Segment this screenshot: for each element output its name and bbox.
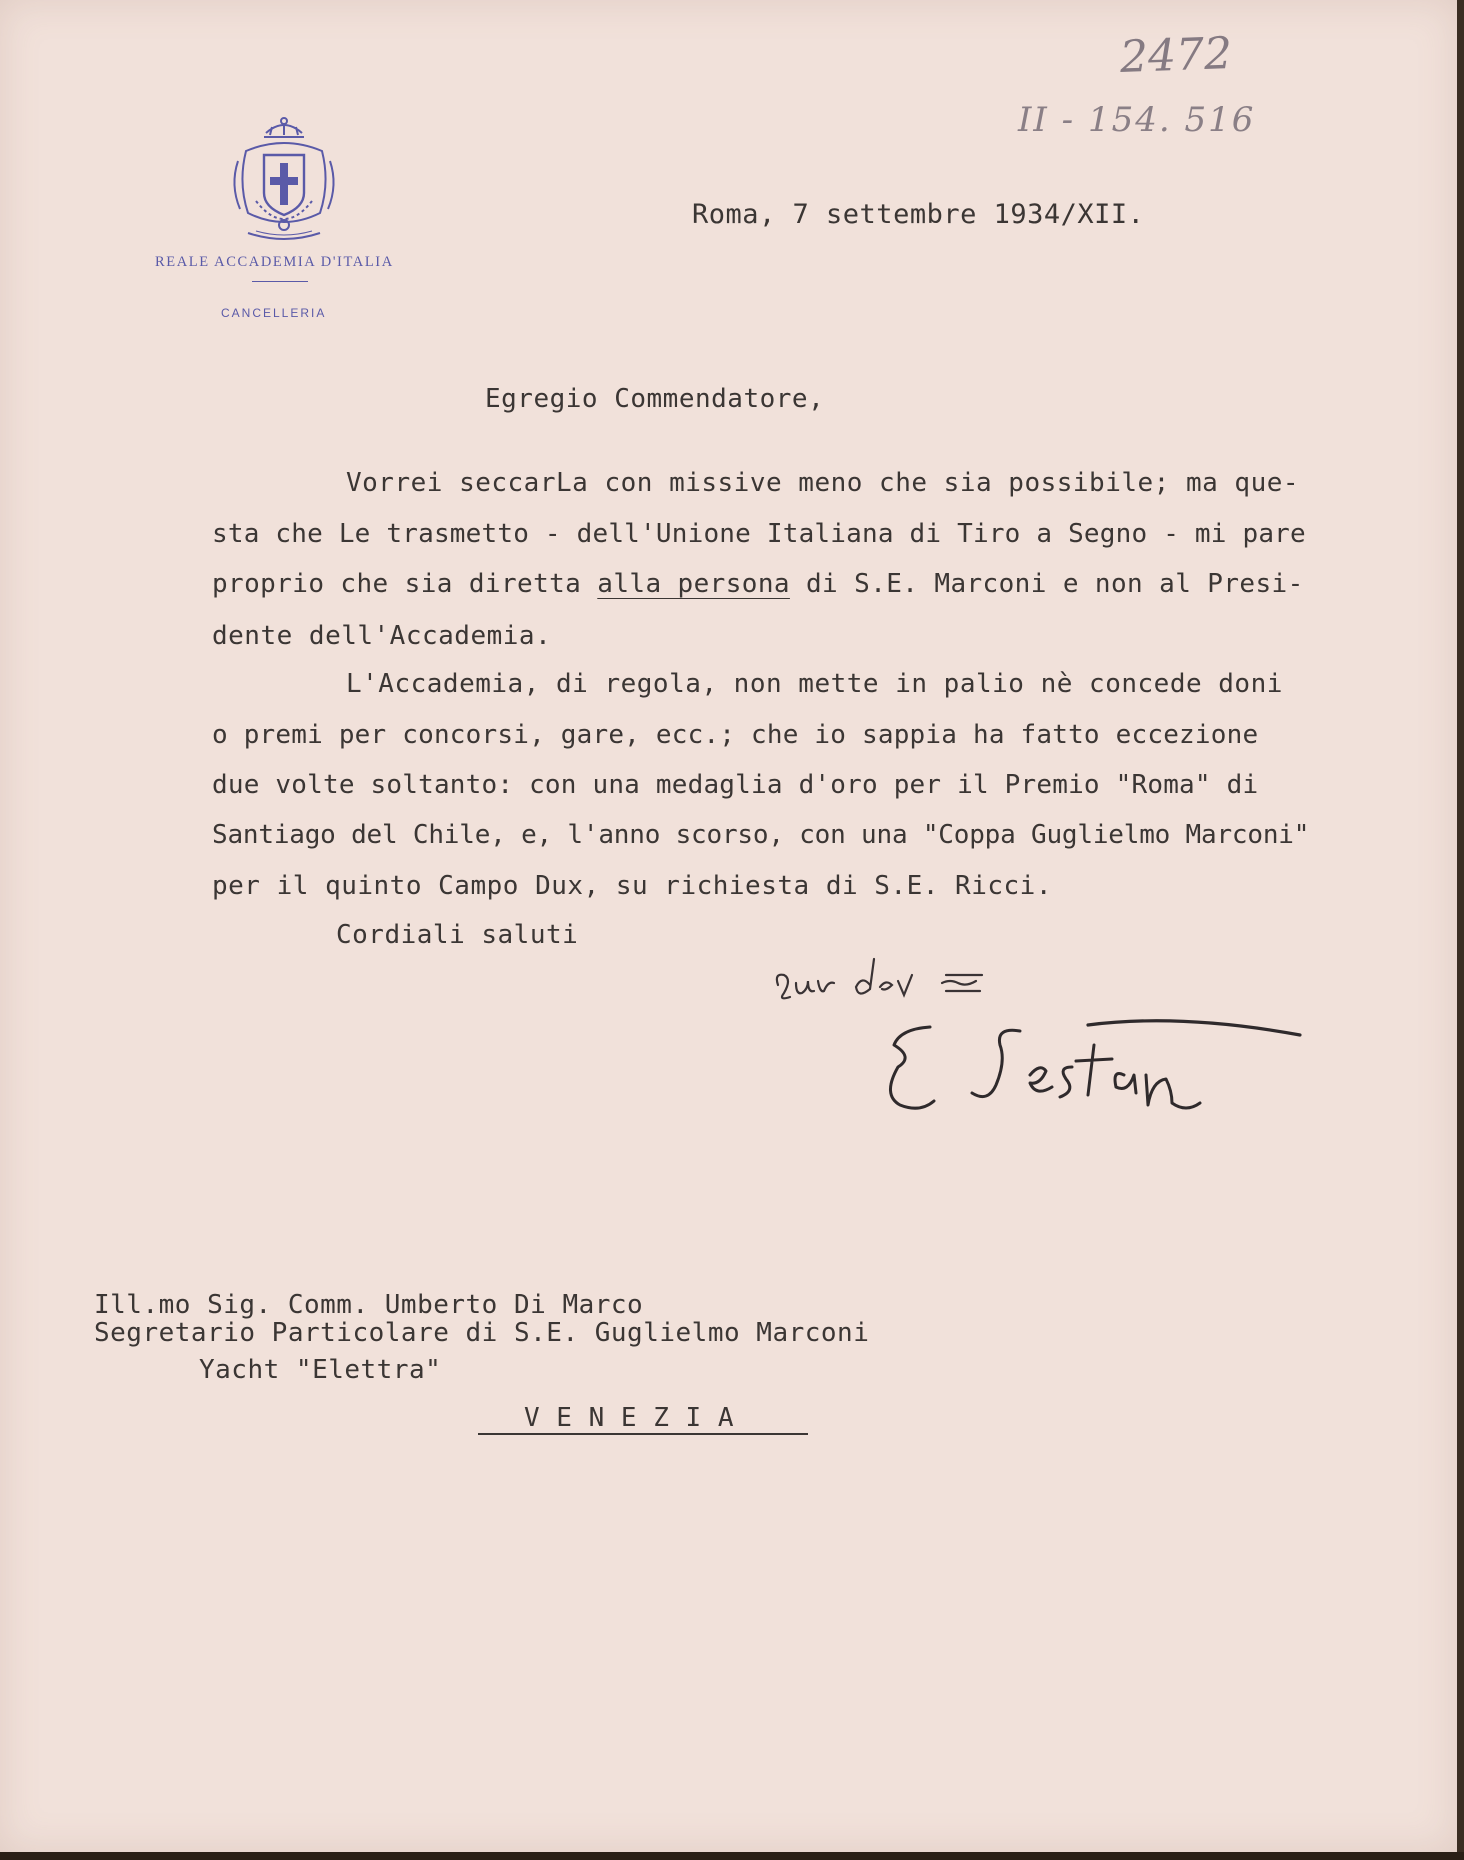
recipient-line2: Segretario Particolare di S.E. Guglielmo Marconi (94, 1318, 870, 1348)
paragraph1-line3-before: proprio che sia diretta (212, 569, 598, 599)
paragraph1-line2: sta che Le trasmetto - dell'Unione Italiana di Tiro a Segno - mi pare (212, 519, 1306, 549)
paragraph1-line1: Vorrei seccarLa con missive meno che sia possibile; ma que- (346, 468, 1300, 498)
paragraph2-line5: per il quinto Campo Dux, su richiesta di S.E. Ricci. (212, 871, 1052, 901)
paragraph2-line1: L'Accademia, di regola, non mette in palio nè concede doni (346, 669, 1283, 699)
city-underline (478, 1433, 808, 1435)
paragraph1-line4: dente dell'Accademia. (212, 621, 552, 651)
date-line: Roma, 7 settembre 1934/XII. (692, 199, 1145, 230)
paragraph1-line3-after: di S.E. Marconi e non al Presi- (789, 569, 1304, 599)
archive-reference: II - 154. 516 (1018, 100, 1256, 140)
recipient-line1: Ill.mo Sig. Comm. Umberto Di Marco (94, 1290, 644, 1320)
paragraph2-line4: Santiago del Chile, e, l'anno scorso, con una "Coppa Guglielmo Marconi" (212, 820, 1310, 850)
signature (880, 1005, 1310, 1135)
salutation: Egregio Commendatore, (485, 384, 825, 414)
recipient-city: V E N E Z I A (524, 1403, 734, 1433)
closing: Cordiali saluti (336, 920, 579, 950)
department-name: CANCELLERIA (221, 306, 327, 320)
recipient-line3: Yacht "Elettra" (199, 1355, 442, 1385)
paragraph1-line3 (212, 571, 1304, 597)
coat-of-arms-icon (226, 113, 342, 243)
paragraph2-line2: o premi per concorsi, gare, ecc.; che io sappia ha fatto eccezione (212, 720, 1259, 750)
paragraph2-line3: due volte soltanto: con una medaglia d'oro per il Premio "Roma" di (212, 770, 1259, 800)
scan-border-right (1457, 0, 1464, 1860)
underlined-phrase: alla persona (597, 569, 790, 599)
letterhead-rule (252, 281, 308, 282)
scan-border-bottom (0, 1852, 1464, 1860)
archive-number: 2472 (1119, 28, 1233, 83)
institution-name: REALE ACCADEMIA D'ITALIA (155, 254, 394, 270)
